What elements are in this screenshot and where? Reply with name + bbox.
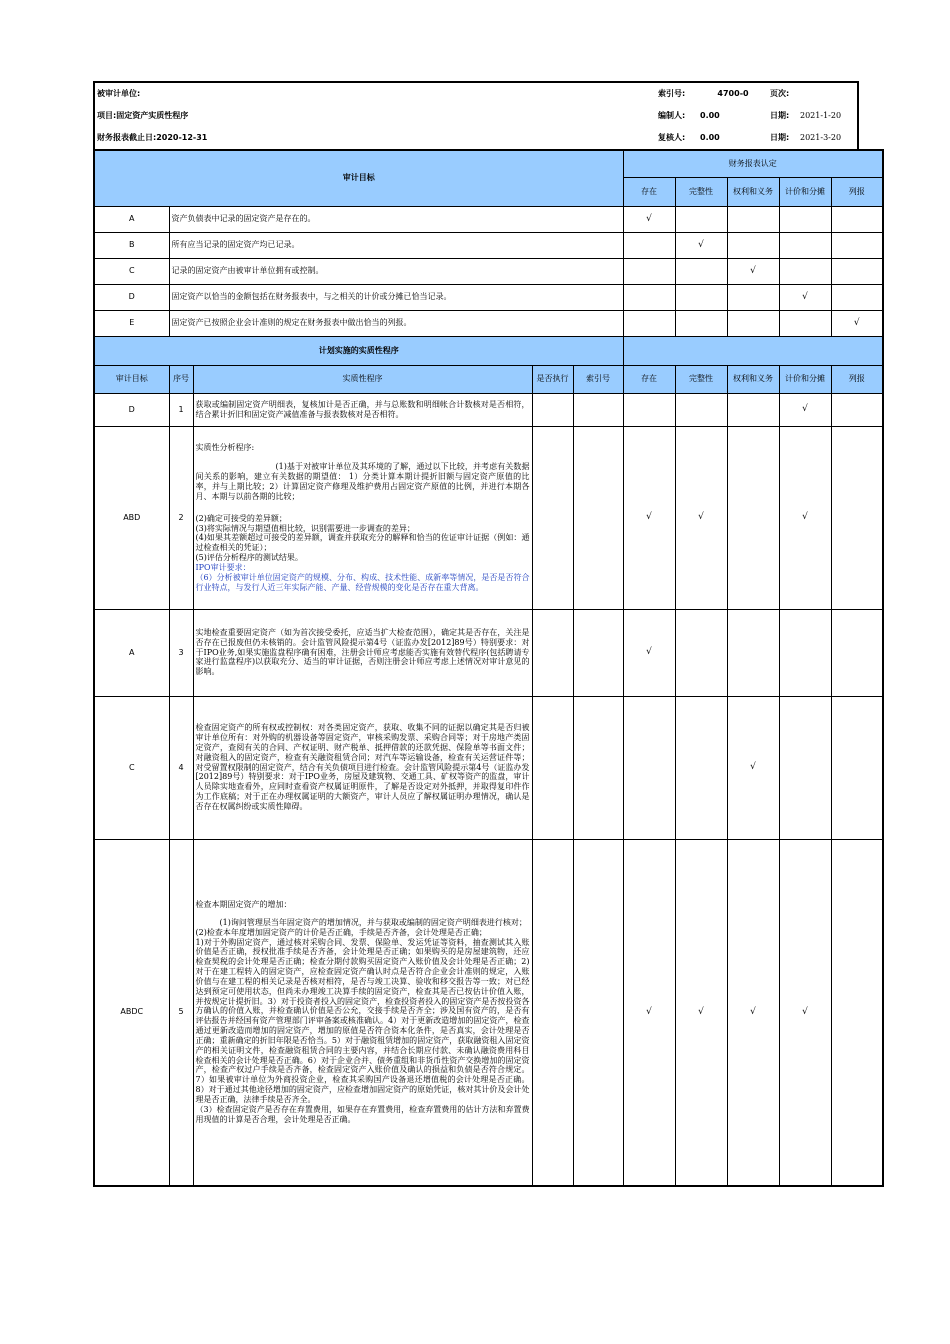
objective-code: E bbox=[94, 310, 169, 336]
check-mark bbox=[831, 206, 883, 232]
cutoff-value: 2020-12-31 bbox=[156, 133, 208, 143]
procedure-text bbox=[193, 426, 532, 609]
assertion-header-rights: 权利和义务 bbox=[727, 177, 779, 206]
check-mark bbox=[831, 232, 883, 258]
procedure-line: (3)将实际情况与期望值相比较，识别需要进一步调查的差异； bbox=[195, 523, 415, 533]
check-mark bbox=[727, 232, 779, 258]
procedure-seq: 5 bbox=[169, 839, 193, 1186]
proc-assertion-presentation: 列报 bbox=[831, 365, 883, 393]
procedure-line: 检查固定资产的所有权或控制权：对各类固定资产，获取、收集不同的证据以确定其是否归被审计单位所有：对外购的机器设备等固定资产，审核采购发票、采购合同等；对于房地产类固定资产，查阅有关的合同、产权证明、财产税单、抵押借款的还款凭据、保险单等书面文件；对融资租入的固定资产，检查有关融资租赁合同；对汽车等运输设备，检查有关运营证件等；对受留置权限制的固定资产，结合有关负债项目进行检查。会计监管风险提示第4号（证监办发[2012]89号）特别要求：对于IPO业务，房屋及建筑物、交通工具、矿权等资产的监盘，审计人员除实地查看外，应同时查看资产权属证明原件，了解是否设定对外抵押，并取得复印件作为工作底稿；对于正在办理权属证明的大额资产，审计人员应了解权属证明办理情况，确认是否存在权属纠纷或实质性障碍。 bbox=[195, 723, 530, 811]
check-mark: √ bbox=[623, 426, 675, 609]
index-cell[interactable] bbox=[573, 393, 623, 426]
check-mark bbox=[727, 284, 779, 310]
check-mark bbox=[623, 232, 675, 258]
check-mark bbox=[623, 696, 675, 839]
reviewer-label: 复核人: bbox=[658, 133, 686, 143]
check-mark bbox=[831, 839, 883, 1186]
col-seq-header: 序号 bbox=[169, 365, 193, 393]
check-mark: √ bbox=[623, 839, 675, 1186]
assertion-header-valuation: 计价和分摊 bbox=[779, 177, 831, 206]
executed-cell[interactable] bbox=[532, 426, 573, 609]
objective-text: 固定资产已按照企业会计准则的规定在财务报表中做出恰当的列报。 bbox=[169, 310, 623, 336]
col-procedure-header: 实质性程序 bbox=[193, 365, 532, 393]
procedure-objective: D bbox=[94, 393, 169, 426]
proc-assertion-completeness: 完整性 bbox=[675, 365, 727, 393]
reviewer-value: 0.00 bbox=[700, 133, 720, 143]
check-mark bbox=[623, 393, 675, 426]
check-mark bbox=[779, 232, 831, 258]
index-label: 索引号: bbox=[658, 89, 686, 99]
entity-label: 被审计单位: bbox=[97, 89, 141, 99]
assertion-group-header: 财务报表认定 bbox=[623, 150, 883, 177]
check-mark bbox=[831, 609, 883, 696]
check-mark: √ bbox=[727, 696, 779, 839]
objective-row bbox=[94, 258, 883, 284]
check-mark bbox=[831, 258, 883, 284]
index-cell[interactable] bbox=[573, 696, 623, 839]
check-mark bbox=[675, 696, 727, 839]
objectives-title: 审计目标 bbox=[94, 150, 623, 206]
check-mark bbox=[675, 258, 727, 284]
project-line: 项目:固定资产实质性程序 bbox=[97, 111, 189, 121]
executed-cell[interactable] bbox=[532, 393, 573, 426]
check-mark bbox=[779, 310, 831, 336]
assertion-header-presentation: 列报 bbox=[831, 177, 883, 206]
procedure-text bbox=[193, 696, 532, 839]
check-mark: √ bbox=[727, 839, 779, 1186]
check-mark: √ bbox=[779, 426, 831, 609]
project-value: 固定资产实质性程序 bbox=[116, 111, 189, 121]
procedures-title: 计划实施的实质性程序 bbox=[94, 336, 623, 365]
check-mark: √ bbox=[779, 284, 831, 310]
objective-text: 所有应当记录的固定资产均已记录。 bbox=[169, 232, 623, 258]
check-mark bbox=[727, 426, 779, 609]
check-mark: √ bbox=[675, 839, 727, 1186]
objective-text: 记录的固定资产由被审计单位拥有或控制。 bbox=[169, 258, 623, 284]
procedure-row bbox=[94, 839, 883, 1186]
procedure-line: (5)评估分析程序的测试结果。 bbox=[195, 553, 303, 563]
executed-cell[interactable] bbox=[532, 696, 573, 839]
procedure-line: 获取或编制固定资产明细表，复核加计是否正确，并与总账数和明细帐合计数核对是否相符，结合累计折旧和固定资产减值准备与报表数核对是否相符。 bbox=[195, 399, 530, 419]
check-mark: √ bbox=[727, 258, 779, 284]
check-mark bbox=[727, 609, 779, 696]
check-mark: √ bbox=[623, 609, 675, 696]
col-executed-header: 是否执行 bbox=[532, 365, 573, 393]
check-mark bbox=[623, 258, 675, 284]
ipo-requirement-title: IPO审计要求： bbox=[195, 562, 251, 572]
procedure-line: 实质性分析程序: bbox=[195, 442, 255, 452]
objective-row bbox=[94, 232, 883, 258]
check-mark: √ bbox=[831, 310, 883, 336]
check-mark bbox=[779, 258, 831, 284]
objective-code: C bbox=[94, 258, 169, 284]
check-mark bbox=[727, 310, 779, 336]
objective-row bbox=[94, 206, 883, 232]
col-objective-header: 审计目标 bbox=[94, 365, 169, 393]
procedure-line: (2)确定可接受的差异额； bbox=[195, 513, 287, 523]
page-label: 页次: bbox=[770, 89, 790, 99]
workpaper-header bbox=[93, 81, 859, 149]
procedure-row bbox=[94, 426, 883, 609]
procedure-line: （3）检查固定资产是否存在弃置费用，如果存在弃置费用，检查弃置费用的估计方法和弃置费用现值的计算是否合理，会计处理是否正确。 bbox=[195, 1104, 530, 1124]
index-cell[interactable] bbox=[573, 426, 623, 609]
procedure-line: 1)对于外购固定资产，通过核对采购合同、发票、保险单、发运凭证等资料，抽查测试其入账价值是否正确，授权批准手续是否齐备，会计处理是否正确；如果购买的是房屋建筑物，还应检查契税的会计处理是否正确；检查分期付款购买固定资产入账价值及会计处理是否正确；2)对于在建工程转入的固定资产，应检查固定资产确认时点是否符合企业会计准则的规定，入账价值与在建工程的相关记录是否核对相符，是否与竣工决算、验收和移交报告等一致；对已经达到预定可使用状态，但尚未办理竣工决算手续的固定资产，检查其是否已按估计价值入账，并按规定计提折旧。3）对于投资者投入的固定资产，检查投资者投入的固定资产是否按投资各方确认的价值入账，并检查确认价值是否公允，交接手续是否齐全；涉及国有资产的，是否有评估报告并经国有资产管理部门评审备案或核准确认。4）对于更新改造增加的固定资产，检查通过更新改造而增加的固定资产，增加的原值是否符合资本化条件，是否真实，会计处理是否正确；重新确定的折旧年限是否恰当。5）对于融资租赁增加的固定资产，获取融资租入固定资产的相关证明文件，检查融资租赁合同的主要内容，并结合长期应付款、未确认融资费用科目检查相关的会计处理是否正确。6）对于企业合并、债务重组和非货币性资产交换增加的固定资产，检查产权过户手续是否齐备，检查固定资产入账价值及确认的损益和负债是否符合规定。7）如果被审计单位为外商投资企业，检查其采购国产设备退还增值税的会计处理是否正确。8）对于通过其他途径增加的固定资产，应检查增加固定资产的原始凭证，核对其计价及会计处理是否正确，法律手续是否齐全。 bbox=[195, 937, 530, 1104]
index-cell[interactable] bbox=[573, 839, 623, 1186]
preparer-label: 编制人: bbox=[658, 111, 686, 121]
index-cell[interactable] bbox=[573, 609, 623, 696]
check-mark: √ bbox=[675, 232, 727, 258]
check-mark bbox=[779, 609, 831, 696]
check-mark bbox=[675, 393, 727, 426]
procedure-table bbox=[93, 149, 884, 1187]
assertion-header-completeness: 完整性 bbox=[675, 177, 727, 206]
executed-cell[interactable] bbox=[532, 839, 573, 1186]
executed-cell[interactable] bbox=[532, 609, 573, 696]
date2-label: 日期: bbox=[770, 133, 790, 143]
procedure-line: (1)基于对被审计单位及其环境的了解，通过以下比较，并考虑有关数据间关系的影响，建立有关数据的期望值： 1）分类计算本期计提折旧额与固定资产原值的比率，并与上期比较；2）计算固定资产修理及维护费用占固定资产原值的比例，并进行本期各月、本期与以前各期的比较； bbox=[195, 462, 530, 501]
workpaper-sheet bbox=[93, 81, 865, 1187]
procedure-objective: ABD bbox=[94, 426, 169, 609]
procedure-row bbox=[94, 696, 883, 839]
index-value: 4700-0 bbox=[717, 89, 749, 99]
check-mark: √ bbox=[779, 839, 831, 1186]
check-mark bbox=[675, 284, 727, 310]
check-mark bbox=[727, 206, 779, 232]
procedure-row bbox=[94, 609, 883, 696]
check-mark bbox=[623, 284, 675, 310]
date1-value: 2021-1-20 bbox=[800, 111, 842, 121]
procedure-seq: 2 bbox=[169, 426, 193, 609]
check-mark bbox=[675, 609, 727, 696]
check-mark bbox=[675, 310, 727, 336]
check-mark: √ bbox=[675, 426, 727, 609]
procedure-row bbox=[94, 393, 883, 426]
proc-assertion-existence: 存在 bbox=[623, 365, 675, 393]
objective-text: 固定资产以恰当的金额包括在财务报表中，与之相关的计价或分摊已恰当记录。 bbox=[169, 284, 623, 310]
check-mark: √ bbox=[779, 393, 831, 426]
procedure-objective: C bbox=[94, 696, 169, 839]
check-mark bbox=[727, 393, 779, 426]
check-mark bbox=[623, 310, 675, 336]
proc-assertion-valuation: 计价和分摊 bbox=[779, 365, 831, 393]
check-mark bbox=[779, 206, 831, 232]
date2-value: 2021-3-20 bbox=[800, 133, 842, 143]
procedure-line: 实地检查重要固定资产（如为首次接受委托，应适当扩大检查范围），确定其是否存在，关注是否存在已报废但仍未核销的。会计监管风险提示第4号（证监办发[2012]89号）特别要求：对于IPO业务,如果实施监盘程序确有困难，注册会计师应考虑能否实施有效替代程序(包括聘请专家进行监盘程序)以获取充分、适当的审计证据，否则注册会计师应考虑上述情况对审计意见的影响。 bbox=[195, 627, 530, 677]
procedure-line: (1)询问管理层当年固定资产的增加情况，并与获取或编制的固定资产明细表进行核对； bbox=[219, 917, 527, 927]
objective-row bbox=[94, 284, 883, 310]
check-mark bbox=[831, 696, 883, 839]
procedure-objective: ABDC bbox=[94, 839, 169, 1186]
ipo-requirement-text: （6）分析被审计单位固定资产的规模、分布、构成、技术性能、成新率等情况，是否是否符合行业特点，与发行人近三年实际产能、产量、经营规模的变化是否存在重大背离。 bbox=[195, 572, 530, 592]
objective-text: 资产负债表中记录的固定资产是存在的。 bbox=[169, 206, 623, 232]
check-mark bbox=[779, 696, 831, 839]
date1-label: 日期: bbox=[770, 111, 790, 121]
check-mark: √ bbox=[623, 206, 675, 232]
procedure-text bbox=[193, 609, 532, 696]
procedure-seq: 4 bbox=[169, 696, 193, 839]
objective-row bbox=[94, 310, 883, 336]
objective-code: A bbox=[94, 206, 169, 232]
preparer-value: 0.00 bbox=[700, 111, 720, 121]
procedure-text bbox=[193, 839, 532, 1186]
cutoff-line: 财务报表截止日:2020-12-31 bbox=[97, 133, 208, 143]
procedure-line: 检查本期固定资产的增加： bbox=[195, 900, 292, 910]
check-mark bbox=[675, 206, 727, 232]
check-mark bbox=[831, 426, 883, 609]
procedure-line: (2)检查本年度增加固定资产的计价是否正确，手续是否齐备，会计处理是否正确； bbox=[195, 927, 487, 937]
procedure-text bbox=[193, 393, 532, 426]
check-mark bbox=[831, 284, 883, 310]
procedure-seq: 3 bbox=[169, 609, 193, 696]
proc-assertion-rights: 权利和义务 bbox=[727, 365, 779, 393]
assertion-header-existence: 存在 bbox=[623, 177, 675, 206]
procedure-seq: 1 bbox=[169, 393, 193, 426]
objective-code: D bbox=[94, 284, 169, 310]
col-index-header: 索引号 bbox=[573, 365, 623, 393]
procedure-objective: A bbox=[94, 609, 169, 696]
check-mark bbox=[831, 393, 883, 426]
procedure-line: (4)如果其差额超过可接受的差异额，调查并获取充分的解释和恰当的佐证审计证据（例如：通过检查相关的凭证）； bbox=[195, 533, 530, 553]
objective-code: B bbox=[94, 232, 169, 258]
